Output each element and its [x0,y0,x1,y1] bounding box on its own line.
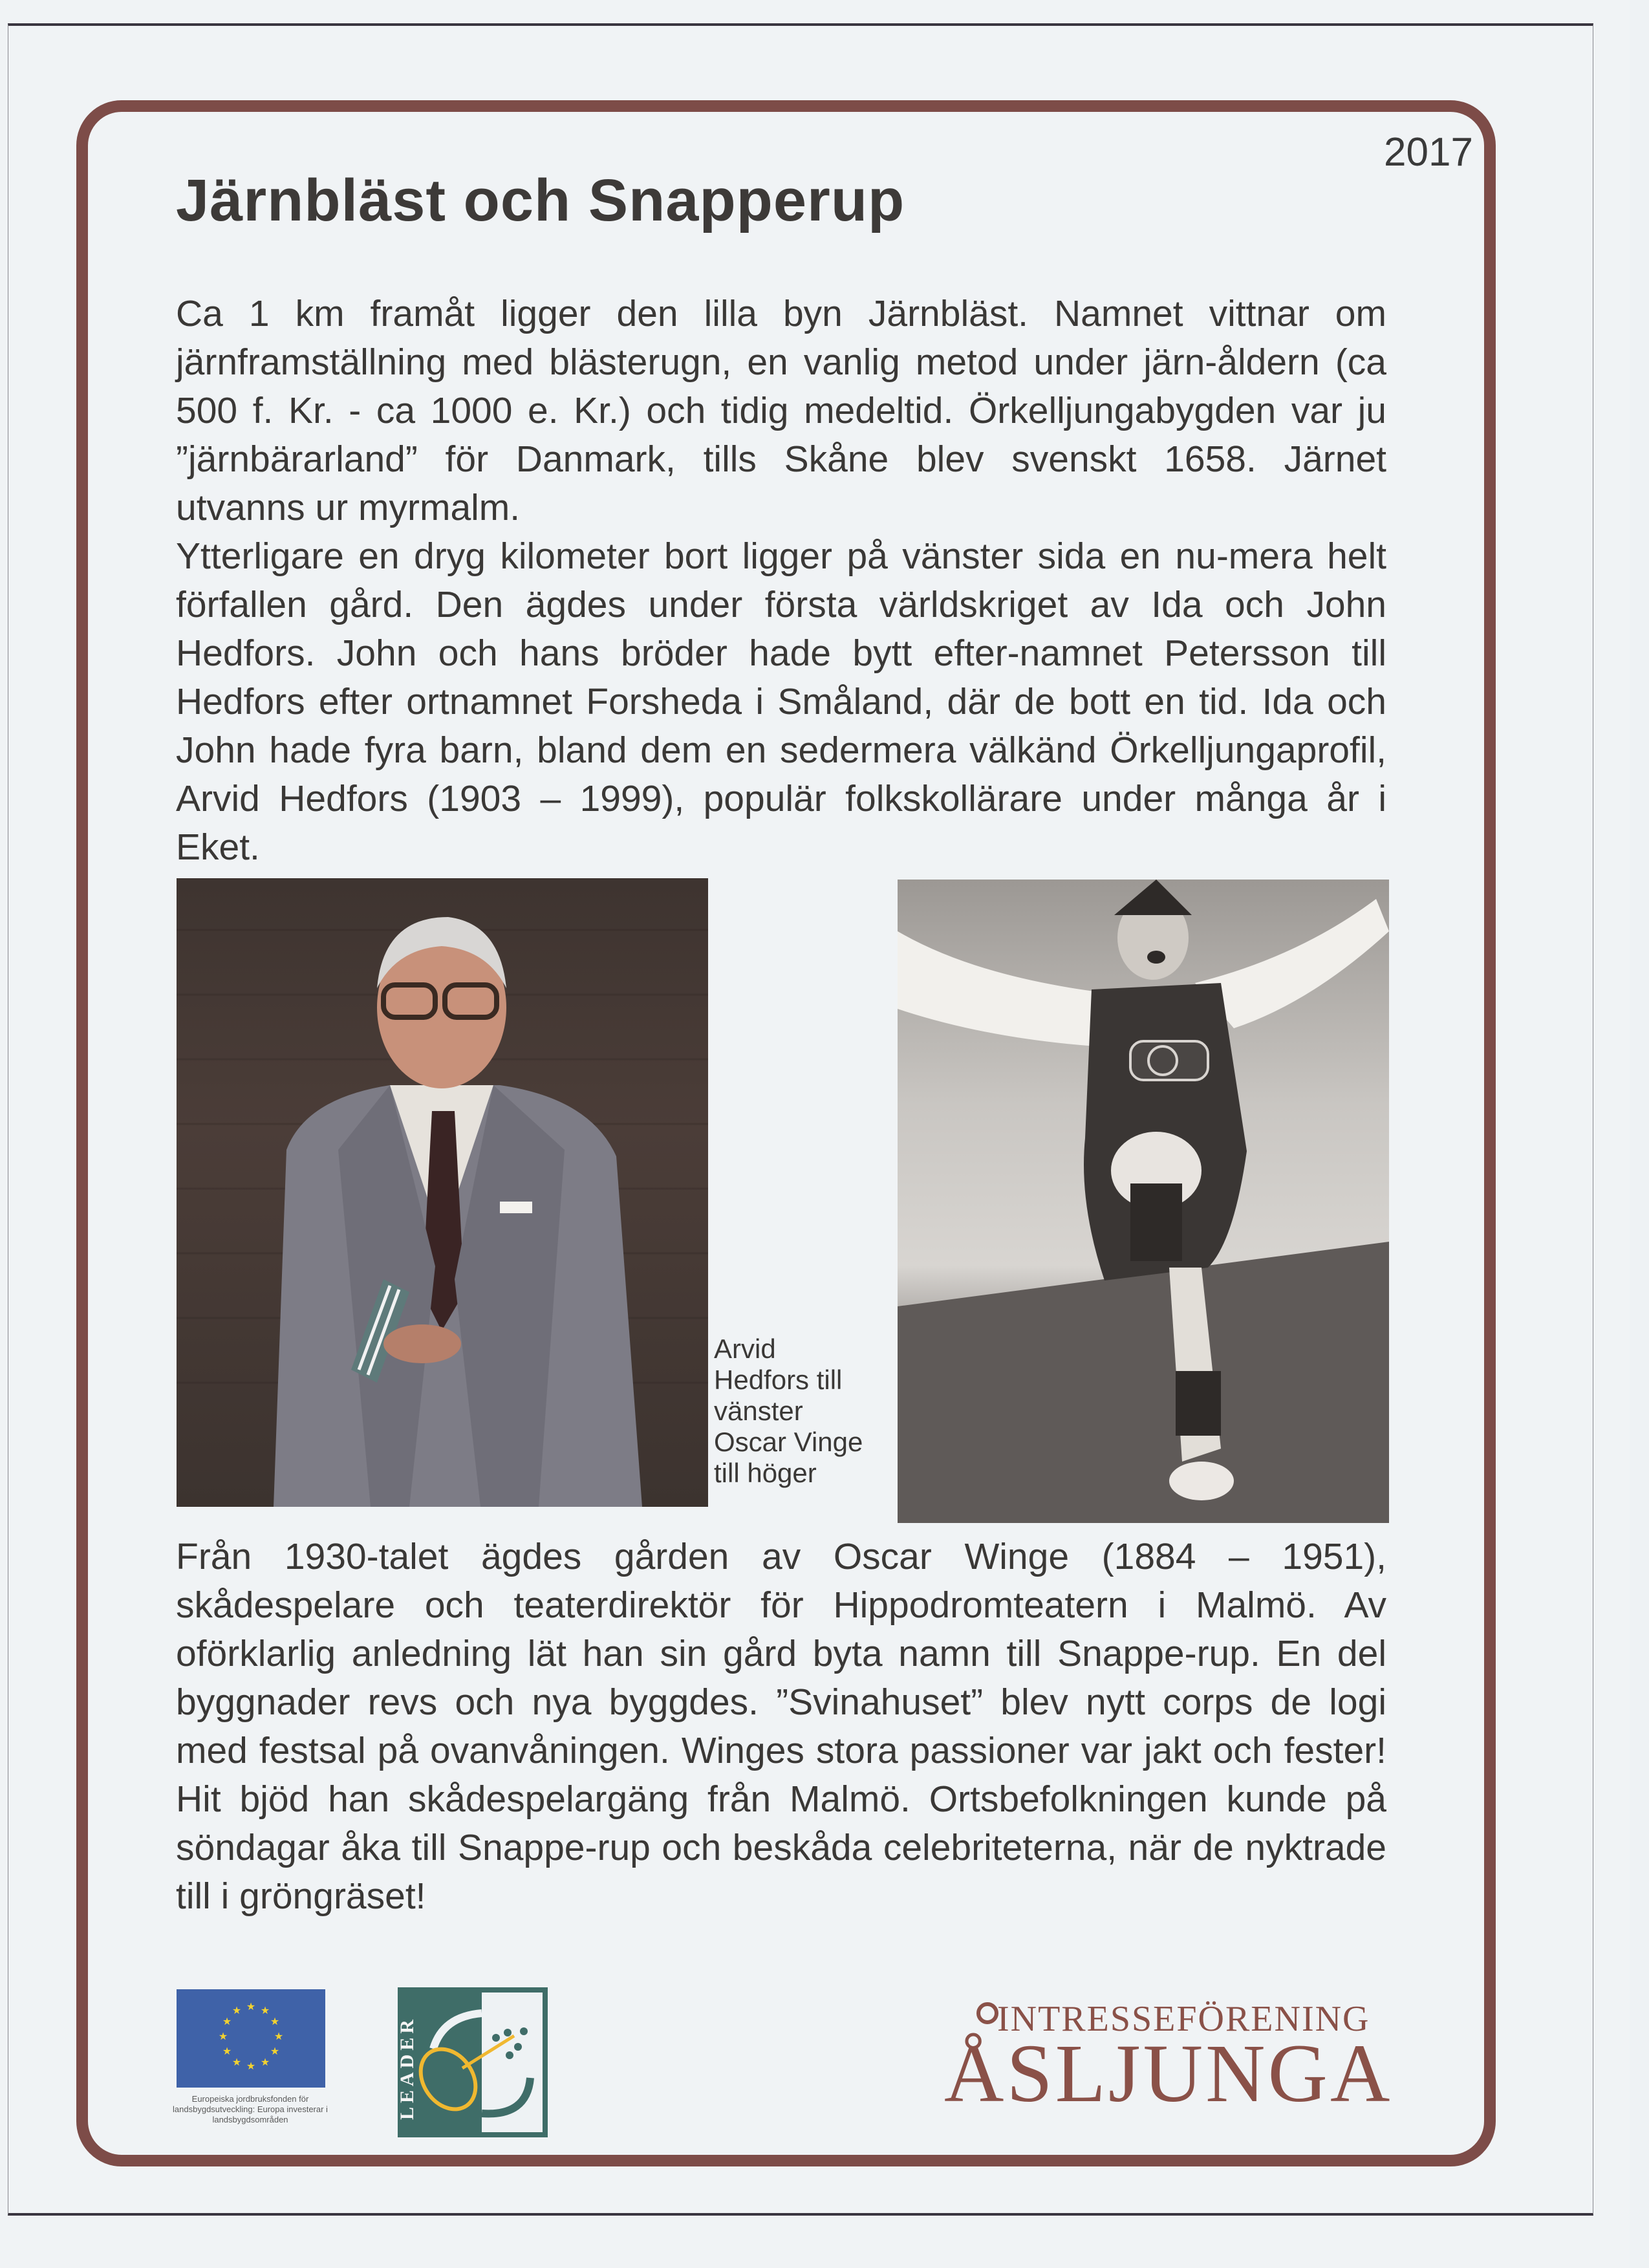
caption-line: vänster [714,1396,803,1426]
paragraph-jarnblast: Ca 1 km framåt ligger den lilla byn Järnbläst. Namnet vittnar om järnframställning med blästerugn, en vanlig metod under järn-åldern (ca 500 f. Kr. - ca 1000 e. Kr.) och tidig medeltid. Örkelljungabygden var ju ”järnbärarland” för Danmark, tills Skåne blev svenskt 1658. Järnet utvanns ur myrmalm. [176,293,1386,528]
svg-text:★: ★ [260,2005,270,2016]
svg-text:★: ★ [270,2046,280,2057]
paragraph-snapperup: Från 1930-talet ägdes gården av Oscar Winge (1884 – 1951), skådespelare och teaterdirektör för Hippodromteatern i Malmö. Av oförklarlig anledning lät han sin gård byta namn till Snappe-rup. En del byggnader revs och nya byggdes. ”Svinahuset” blev nytt corps de logi med festsal på ovanvåningen. Winges stora passioner var jakt och fester! Hit bjöd han skådespelargäng från Malmö. Ortsbefolkningen kunde på söndagar åka till Snappe-rup och beskåda celebriteterna, när de nyktrade till i gröngräset! [176,1536,1386,1917]
association-name-small: INTRESSEFÖRENING [997,1999,1370,2039]
caption-line: Hedfors till [714,1365,843,1395]
svg-text:★: ★ [270,2016,280,2027]
leader-wordmark: LEADER [398,2015,418,2120]
caption-line: Arvid [714,1334,776,1364]
photo-caption [714,1334,895,1489]
photo-arvid-hedfors [177,878,708,1507]
svg-text:★: ★ [274,2031,284,2042]
svg-text:★: ★ [246,2061,256,2072]
year-label: 2017 [1384,130,1473,175]
paragraph-hedfors: Ytterligare en dryg kilometer bort ligger på vänster sida en nu-mera helt förfallen gård. Den ägdes under första världskriget av Ida och John Hedfors. John och hans bröder hade bytt efter-namnet Petersson till Hedfors efter ortnamnet Forsheda i Småland, där de bott en tid. Ida och John hade fyra barn, bland dem en sedermera välkänd Örkelljungaprofil, Arvid Hedfors (1903 – 1999), populär folkskollärare under många år i Eket. [176,535,1386,868]
leader-logo [398,1987,548,2137]
ring-ornament-icon [976,2002,998,2024]
eu-stars-icon [219,2002,283,2072]
eu-fund-text: Europeiska jordbruksfonden för landsbygdsutveckling: Europa investerar i landsbygdsområden [173,2094,328,2124]
photo-oscar-winge [898,880,1389,1523]
page-title: Järnbläst och Snapperup [176,167,905,233]
association-name-big: ÅSLJUNGA [944,2027,1393,2119]
svg-text:★: ★ [218,2031,228,2042]
caption-line: Oscar Vinge [714,1427,863,1457]
caption-line: till höger [714,1458,817,1488]
svg-text:★: ★ [260,2057,270,2068]
svg-text:★: ★ [222,2046,232,2057]
eu-flag-logo [177,1989,325,2088]
svg-text:★: ★ [232,2057,242,2068]
svg-text:★: ★ [246,2002,256,2013]
svg-text:★: ★ [222,2016,232,2027]
svg-text:★: ★ [232,2005,242,2016]
